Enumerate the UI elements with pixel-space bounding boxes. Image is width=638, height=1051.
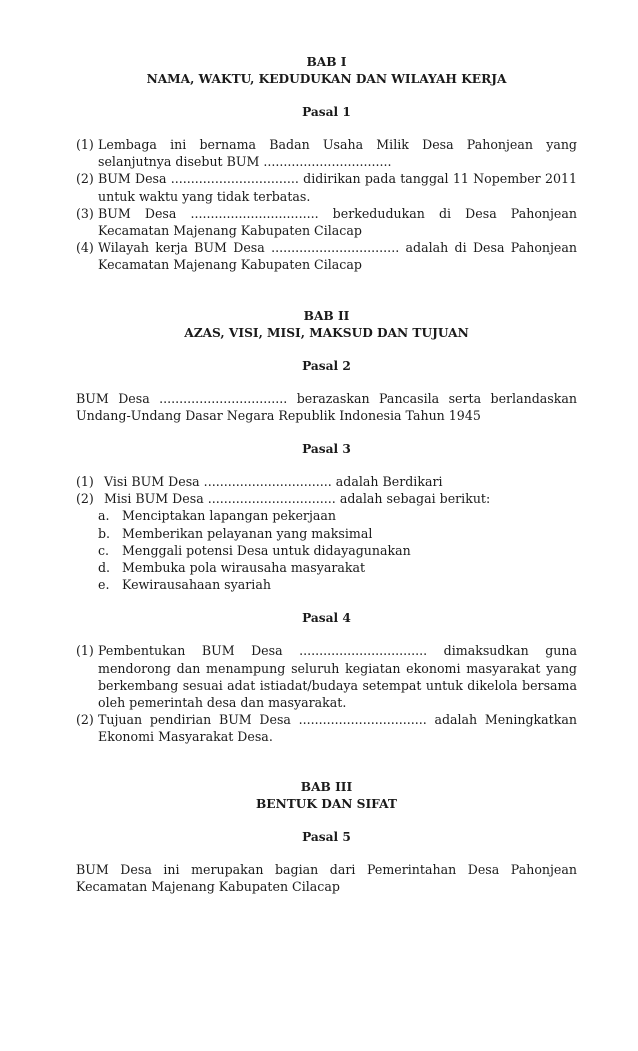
- item-number: (1): [76, 474, 94, 490]
- list-item: [76, 170, 577, 204]
- bab2-subtitle: AZAS, VISI, MISI, MAKSUD DAN TUJUAN: [184, 325, 469, 340]
- item-text: Wilayah kerja BUM Desa ................................ adalah di Desa Pahonjean Kecamatan Majenang Kabupaten Cilacap: [98, 240, 577, 273]
- pasal3-title: Pasal 3: [302, 442, 351, 457]
- pasal5-title: Pasal 5: [302, 829, 351, 844]
- item-text: Misi BUM Desa ................................ adalah sebagai berikut:: [104, 491, 491, 507]
- pasal2-text: BUM Desa ................................ berazaskan Pancasila serta berlandaskan Undang-Undang Dasar Negara Republik Indonesia Tahun 1945: [76, 390, 577, 423]
- item-number: (2): [76, 712, 94, 728]
- document-page: [76, 54, 577, 895]
- item-text: BUM Desa ................................ didirikan pada tanggal 11 Nopember 2011 untuk waktu yang tidak terbatas.: [98, 171, 577, 204]
- item-text: Visi BUM Desa ................................ adalah Berdikari: [104, 474, 443, 490]
- list-item: [76, 473, 577, 490]
- sub-item-letter: a.: [98, 508, 110, 524]
- pasal4-list: [76, 642, 577, 745]
- sub-item-text: Menciptakan lapangan pekerjaan: [122, 508, 336, 524]
- bab1-title: BAB I: [306, 55, 347, 69]
- list-item: [76, 642, 577, 711]
- sub-list-item: [76, 525, 577, 542]
- item-number: (2): [76, 171, 94, 187]
- list-item: [76, 711, 577, 745]
- sub-item-letter: d.: [98, 560, 111, 576]
- pasal4-title: Pasal 4: [302, 611, 351, 626]
- item-text: Pembentukan BUM Desa ................................ dimaksudkan guna mendorong dan menampung seluruh kegiatan ekonomi masyarakat yang berkembang sesuai adat istiadat/budaya setempat untuk dikelola bersama oleh pemerintah desa dan masyarakat.: [98, 643, 577, 711]
- item-number: (1): [76, 643, 94, 659]
- sub-item-text: Menggali potensi Desa untuk didayagunakan: [122, 542, 411, 558]
- item-text: BUM Desa ................................ berkedudukan di Desa Pahonjean Kecamatan Majenang Kabupaten Cilacap: [98, 205, 577, 239]
- pasal3-list: [76, 473, 577, 593]
- bab2-title: BAB II: [303, 308, 350, 323]
- sub-item-text: Kewirausahaan syariah: [122, 577, 271, 593]
- sub-list-item: [76, 542, 577, 559]
- pasal5-text: BUM Desa ini merupakan bagian dari Pemerintahan Desa Pahonjean Kecamatan Majenang Kabupaten Cilacap: [76, 861, 577, 894]
- list-item: [76, 205, 577, 239]
- item-number: (2): [76, 491, 94, 507]
- sub-list-item: [76, 507, 577, 524]
- sub-list-item: [76, 576, 577, 593]
- pasal2-title: Pasal 2: [302, 358, 351, 373]
- sub-item-letter: c.: [98, 542, 110, 558]
- sub-item-letter: b.: [98, 525, 111, 541]
- list-item: [76, 239, 577, 273]
- item-number: (1): [76, 137, 94, 152]
- list-item: [76, 136, 577, 170]
- list-item: [76, 490, 577, 507]
- sub-list-item: [76, 559, 577, 576]
- item-text: Lembaga ini bernama Badan Usaha Milik Desa Pahonjean yang selanjutnya disebut BUM ................................: [98, 137, 577, 170]
- bab3-subtitle: BENTUK DAN SIFAT: [256, 796, 397, 811]
- bab3-title: BAB III: [300, 779, 353, 794]
- sub-item-text: Membuka pola wirausaha masyarakat: [122, 560, 366, 576]
- bab1-subtitle: NAMA, WAKTU, KEDUDUKAN DAN WILAYAH KERJA: [146, 72, 507, 86]
- item-text: Tujuan pendirian BUM Desa ................................ adalah Meningkatkan Ekonomi Masyarakat Desa.: [98, 712, 577, 745]
- pasal1-title: Pasal 1: [302, 105, 351, 119]
- sub-item-letter: e.: [98, 577, 110, 593]
- item-number: (4): [76, 240, 94, 256]
- pasal1-list: [76, 136, 577, 274]
- sub-item-text: Memberikan pelayanan yang maksimal: [122, 525, 373, 541]
- item-number: (3): [76, 205, 94, 221]
